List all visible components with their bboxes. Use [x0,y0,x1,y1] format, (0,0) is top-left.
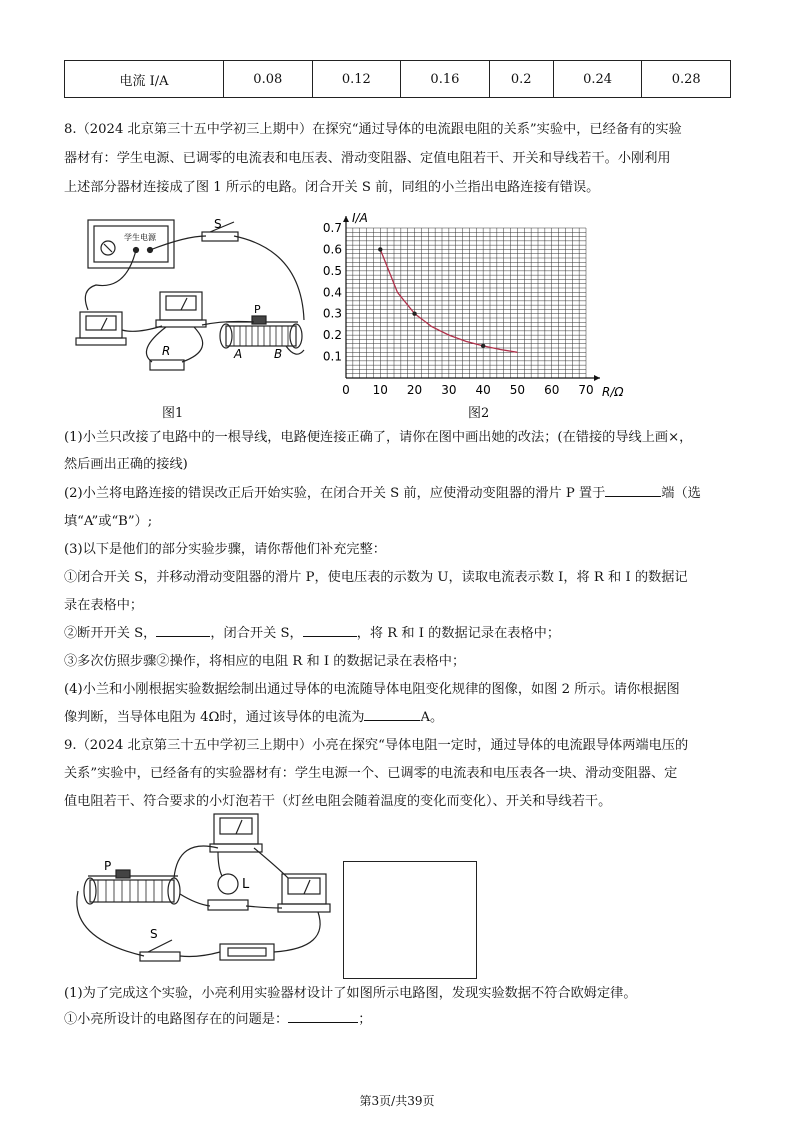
data-point [378,247,382,251]
q8-part4-text: 像判断，当导体电阻为 4Ω时，通过该导体的电流为 [64,710,365,725]
q8-step2-text: ②断开开关 S， [64,626,157,641]
switch-s-label: S [214,217,222,231]
q8-part4-line [64,706,732,730]
resistor-r-label: R [162,344,171,358]
answer-blank[interactable] [303,622,357,637]
y-axis-label: I/A [352,211,368,225]
x-axis-label: R/Ω [602,385,624,398]
y-axis-arrow [343,216,349,222]
q8-step2-text: ，将 R 和 I 的数据记录在表格中； [356,626,561,641]
slider-p-label: P [254,303,261,316]
answer-blank[interactable] [364,706,420,721]
x-tick-label: 10 [372,383,388,397]
q9-slider-p-label: P [104,859,112,873]
q9-lamp-l-label: L [242,877,250,892]
y-tick-label: 0.4 [322,285,342,300]
q8-step2-line [64,622,732,646]
q9-part1-text: ； [358,1012,372,1027]
table-cell: 0.12 [312,61,401,98]
q8-part4-line: (4)小兰和小刚根据实验数据绘制出通过导体的电流随导体电阻变化规律的图像，如图 2 所示。请你根据图 [64,682,680,697]
q9-part1-question [64,1008,732,1032]
x-tick-label: 20 [406,383,423,397]
q9-rheostat [90,880,174,902]
answer-box[interactable] [343,861,477,979]
x-tick-label: 70 [578,383,594,397]
q8-step3-line: ③多次仿照步骤②操作，将相应的电阻 R 和 I 的数据记录在表格中； [64,654,466,669]
q8-intro-line: 器材有：学生电源、已调零的电流表和电压表、滑动变阻器、定值电阻若干、开关和导线若干。小刚利用 [64,151,671,166]
table-cell: 0.2 [489,61,553,98]
page-footer: 第3页/共39页 [359,1094,435,1108]
table-cell: 0.08 [224,61,313,98]
current-data-table [64,60,731,98]
x-axis-arrow [594,375,600,381]
figure-2-chart [318,208,632,398]
rheostat [226,326,296,346]
q8-part2-line: 填“A”或“B”）; [64,514,153,529]
circuit-drawing [66,210,316,385]
figure-q9-circuit [68,808,338,978]
q9-part1-line: (1)为了完成这个实验，小亮利用实验器材设计了如图所示电路图，发现实验数据不符合欧姆定律。 [64,986,637,1001]
q8-part1-line: (1)小兰只改接了电路中的一根导线，电路便连接正确了，请你在图中画出她的改法；(在错接的导线上画×， [64,430,693,445]
table-row [65,61,731,98]
power-label: 学生电源 [124,233,156,242]
x-tick-label: 30 [441,383,457,397]
y-tick-label: 0.7 [322,221,342,235]
resistor [150,360,184,370]
y-tick-label: 0.6 [322,242,342,257]
answer-blank[interactable] [605,482,661,497]
x-tick-label: 0 [342,383,350,397]
table-cell: 0.24 [553,61,642,98]
q8-part2-line [64,482,732,506]
q9-switch [140,952,180,961]
figure-1-caption: 图1 [162,406,184,421]
q8-step2-text: ，闭合开关 S， [210,626,303,641]
table-cell: 0.16 [401,61,490,98]
end-a-label: A [234,347,243,361]
y-tick-label: 0.2 [322,328,342,343]
data-point [481,344,485,348]
q9-part1-text: ①小亮所设计的电路图存在的问题是： [64,1012,289,1027]
q8-intro-line: 上述部分器材连接成了图 1 所示的电路。闭合开关 S 前，同组的小兰指出电路连接有错误。 [64,180,600,195]
y-tick-label: 0.3 [322,306,342,321]
q8-step1-line: 录在表格中； [64,598,144,613]
q8-part3-line: (3)以下是他们的部分实验步骤，请你帮他们补充完整： [64,542,386,557]
q9-switch-s-label: S [150,927,158,941]
q8-part4-text: A。 [420,710,444,725]
figure-1-circuit [66,210,316,385]
q9-circuit-drawing [68,808,338,978]
q8-part2-text: 端（选 [661,486,701,501]
switch-base [202,232,238,241]
end-b-label: B [274,347,283,361]
table-cell: 0.28 [642,61,731,98]
x-tick-label: 40 [475,383,491,397]
x-tick-label: 60 [544,383,560,397]
q9-intro-line: 值电阻若干、符合要求的小灯泡若干（灯丝电阻会随着温度的变化而变化）、开关和导线若干。 [64,794,612,809]
q8-part2-text: (2)小兰将电路连接的错误改正后开始实验，在闭合开关 S 前，应使滑动变阻器的滑片 P 置于 [64,486,606,501]
table-head-cell: 电流 I/A [65,61,224,98]
q9-intro-line: 9.（2024 北京第三十五中学初三上期中）小亮在探究“导体电阻一定时，通过导体的电流跟导体两端电压的 [64,738,689,753]
current-resistance-chart [318,208,632,398]
q8-intro-line: 8.（2024 北京第三十五中学初三上期中）在探究“通过导体的电流跟电阻的关系”实验中，已经备有的实验 [64,122,682,137]
y-tick-label: 0.1 [322,349,342,364]
power-supply [88,220,174,268]
data-point [412,312,416,316]
y-tick-label: 0.5 [322,263,342,278]
q8-step1-line: ①闭合开关 S，并移动滑动变阻器的滑片 P，使电压表的示数为 U，读取电流表示数 I，将 R 和 I 的数据记 [64,570,688,585]
x-tick-label: 50 [509,383,526,397]
answer-blank[interactable] [288,1008,358,1023]
q9-intro-line: 关系”实验中，已经备有的实验器材有：学生电源一个、已调零的电流表和电压表各一块、滑动变阻器、定 [64,766,678,781]
q8-part1-line: 然后画出正确的接线) [64,457,188,472]
figure-2-caption: 图2 [468,406,490,421]
answer-blank[interactable] [156,622,210,637]
lamp [218,874,238,894]
